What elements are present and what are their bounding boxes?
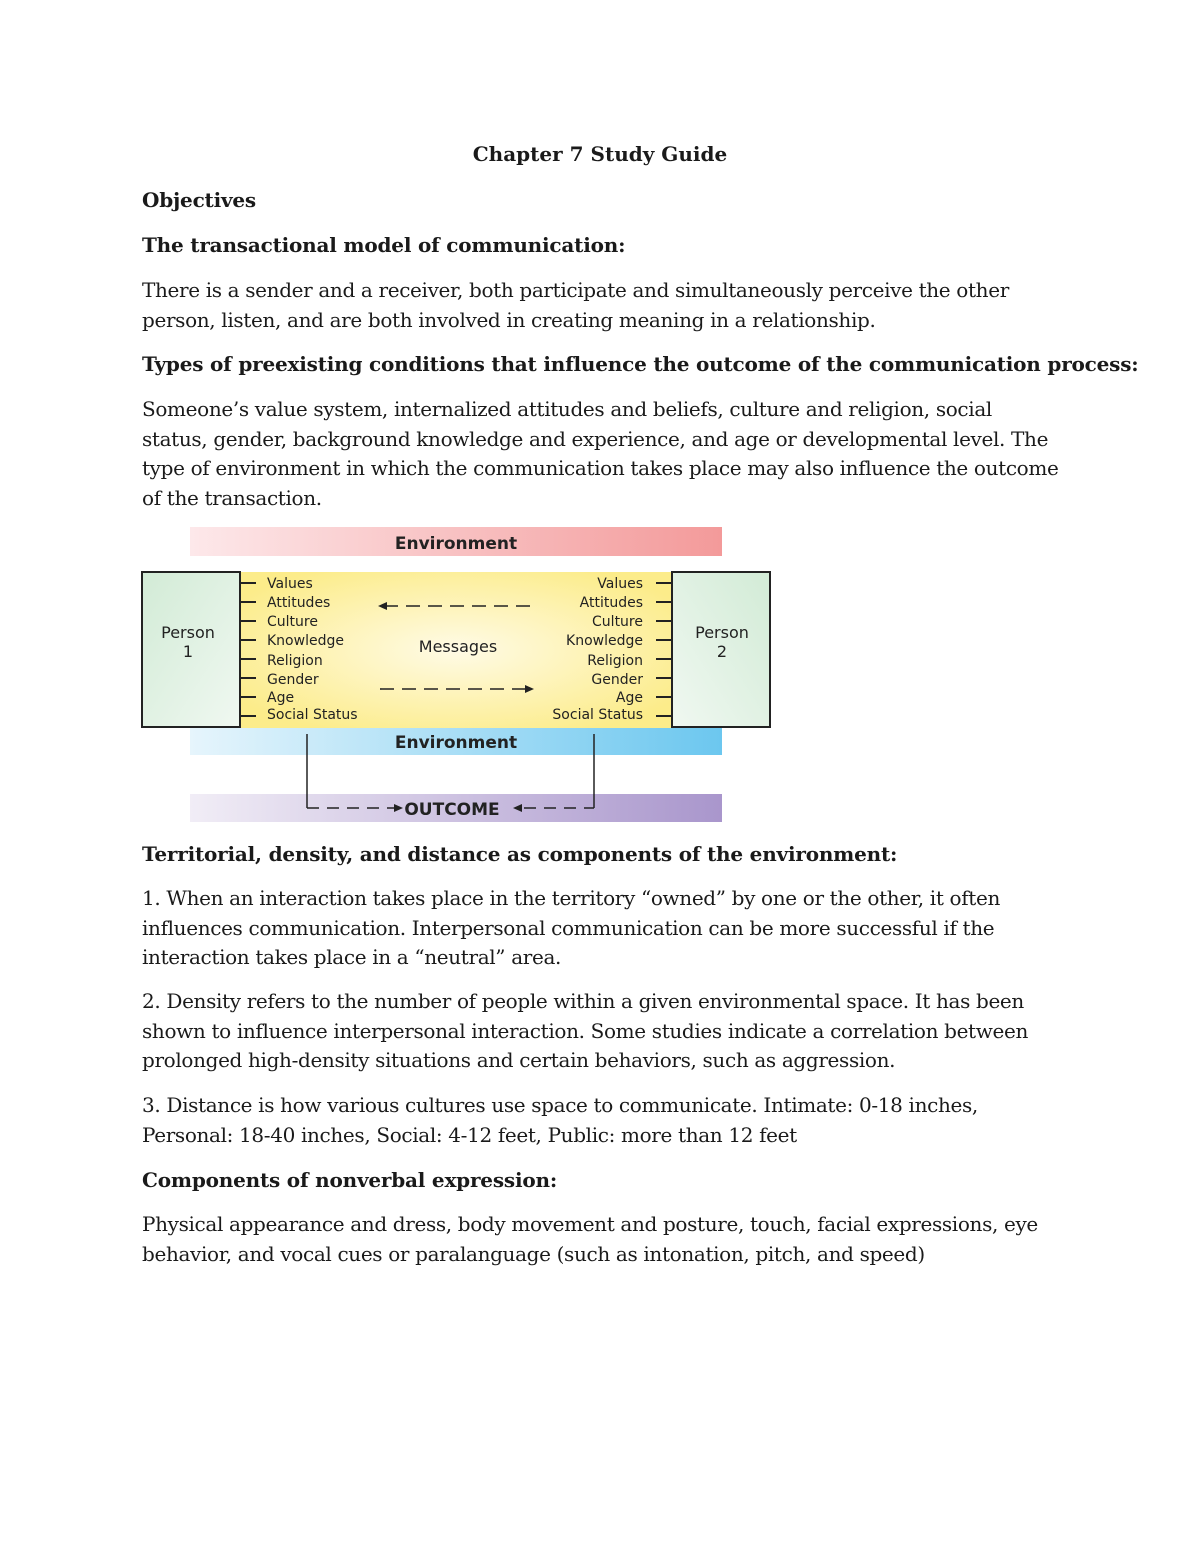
objectives-heading: Objectives — [142, 188, 256, 212]
territory-paragraph: 1. When an interaction takes place in the territory “owned” by one or the other, it often influences communication. Interpersonal communication can be more successful if the interaction takes place in a “neutral” area. — [142, 886, 1000, 969]
distance-paragraph: 3. Distance is how various cultures use space to communicate. Intimate: 0-18 inches, Personal: 18-40 inches, Social: 4-12 feet, Public: more than 12 feet — [142, 1093, 978, 1147]
person-1-number: 1 — [182, 642, 194, 661]
preexisting-conditions-paragraph: Someone’s value system, internalized attitudes and beliefs, culture and religion, social status, gender, background knowledge and experience, and age or developmental level. The type of environment in which the communication takes place may also influence the outcome of the transaction. — [142, 397, 1059, 510]
transactional-model-diagram — [140, 524, 780, 826]
preexisting-conditions-heading: Types of preexisting conditions that influence the outcome of the communication process: — [142, 352, 1139, 376]
factor-right-religion: Religion — [587, 653, 643, 669]
factor-left-social-status: Social Status — [267, 707, 358, 723]
factor-right-culture: Culture — [592, 614, 643, 630]
factor-right-values: Values — [597, 576, 643, 592]
person-1-label: Person — [161, 623, 215, 642]
nonverbal-heading: Components of nonverbal expression: — [142, 1168, 558, 1192]
environment-bottom-label: Environment — [394, 733, 518, 753]
person-2-label: Person — [695, 623, 749, 642]
density-paragraph: 2. Density refers to the number of people within a given environmental space. It has been shown to influence interpersonal interaction. Some studies indicate a correlation between prolonged high-density situations and certain behaviors, such as aggression. — [142, 989, 1029, 1072]
environment-components-heading: Territorial, density, and distance as components of the environment: — [142, 842, 898, 866]
messages-label: Messages — [418, 637, 498, 656]
factor-right-gender: Gender — [591, 672, 643, 688]
factor-right-social-status: Social Status — [552, 707, 643, 723]
environment-top-label: Environment — [394, 534, 518, 554]
factor-left-age: Age — [267, 690, 295, 706]
factor-left-religion: Religion — [267, 653, 323, 669]
page-title: Chapter 7 Study Guide — [472, 142, 728, 166]
transactional-model-heading: The transactional model of communication: — [142, 233, 626, 257]
outcome-label: OUTCOME — [404, 800, 500, 820]
factor-left-attitudes: Attitudes — [267, 595, 331, 611]
factor-left-culture: Culture — [267, 614, 318, 630]
person-2-number: 2 — [716, 642, 728, 661]
transactional-model-paragraph: There is a sender and a receiver, both participate and simultaneously perceive the other person, listen, and are both involved in creating meaning in a relationship. — [142, 278, 1009, 332]
factor-right-age: Age — [615, 690, 643, 706]
factor-right-attitudes: Attitudes — [579, 595, 643, 611]
factor-right-knowledge: Knowledge — [566, 633, 643, 649]
factor-left-gender: Gender — [267, 672, 319, 688]
nonverbal-paragraph: Physical appearance and dress, body movement and posture, touch, facial expressions, eye behavior, and vocal cues or paralanguage (such as intonation, pitch, and speed) — [142, 1212, 1038, 1266]
factor-left-knowledge: Knowledge — [267, 633, 344, 649]
factor-left-values: Values — [267, 576, 313, 592]
